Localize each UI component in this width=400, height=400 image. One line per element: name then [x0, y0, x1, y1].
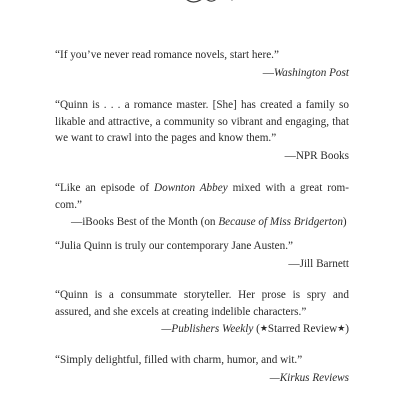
quote-ibooks: [55, 180, 349, 231]
quote-text: “If you’ve never read romance novels, start here.”: [55, 49, 279, 61]
attribution-source: —Kirkus Reviews: [269, 371, 349, 384]
quote-text-before: “Like an episode of: [55, 182, 155, 194]
quote-text: “Julia Quinn is truly our contemporary Jane Austen.”: [55, 240, 293, 252]
quote-text-title: Downton Abbey: [154, 182, 228, 194]
quote-attribution: [55, 214, 349, 231]
quote-jill-barnett: [55, 238, 349, 272]
quote-text-after: mixed with a great rom-com.”: [55, 182, 349, 211]
quote-text: “Quinn is . . . a romance master. [She] has created a family so likable and attractive, a community so vibrant and engaging, that we want to crawl into the pages and know them.”: [55, 99, 349, 144]
quote-text: [55, 180, 349, 213]
attribution-close-paren: ): [345, 323, 349, 335]
praise-page: [55, 0, 349, 400]
attribution-after: ): [342, 216, 347, 228]
quote-kirkus: [55, 352, 349, 386]
star-icon: ★: [259, 324, 268, 334]
attribution-dash: —: [262, 66, 274, 79]
attribution-title: Because of Miss Bridgerton: [218, 216, 343, 228]
attribution-source: Washington Post: [273, 66, 349, 79]
quote-text: “Simply delightful, filled with charm, humor, and wit.”: [55, 354, 303, 366]
star-icon: ★: [337, 324, 346, 334]
attribution-before: —iBooks Best of the Month (on: [71, 216, 219, 228]
quote-attribution: [55, 65, 349, 82]
quote-npr-books: [55, 97, 349, 164]
quote-text: “Quinn is a consummate storyteller. Her prose is spry and assured, and she excels at creating indelible characters.”: [55, 289, 349, 318]
quote-attribution: [55, 370, 349, 387]
attribution-source: —Publishers Weekly: [161, 323, 254, 335]
quote-washington-post: [55, 47, 349, 81]
attribution-open-paren: (: [253, 323, 260, 335]
quote-publishers-weekly: [55, 287, 349, 339]
quote-attribution: [55, 321, 349, 339]
quote-attribution: —NPR Books: [284, 149, 349, 162]
quote-attribution: —Jill Barnett: [288, 257, 349, 270]
attribution-review: Starred Review: [267, 323, 338, 335]
